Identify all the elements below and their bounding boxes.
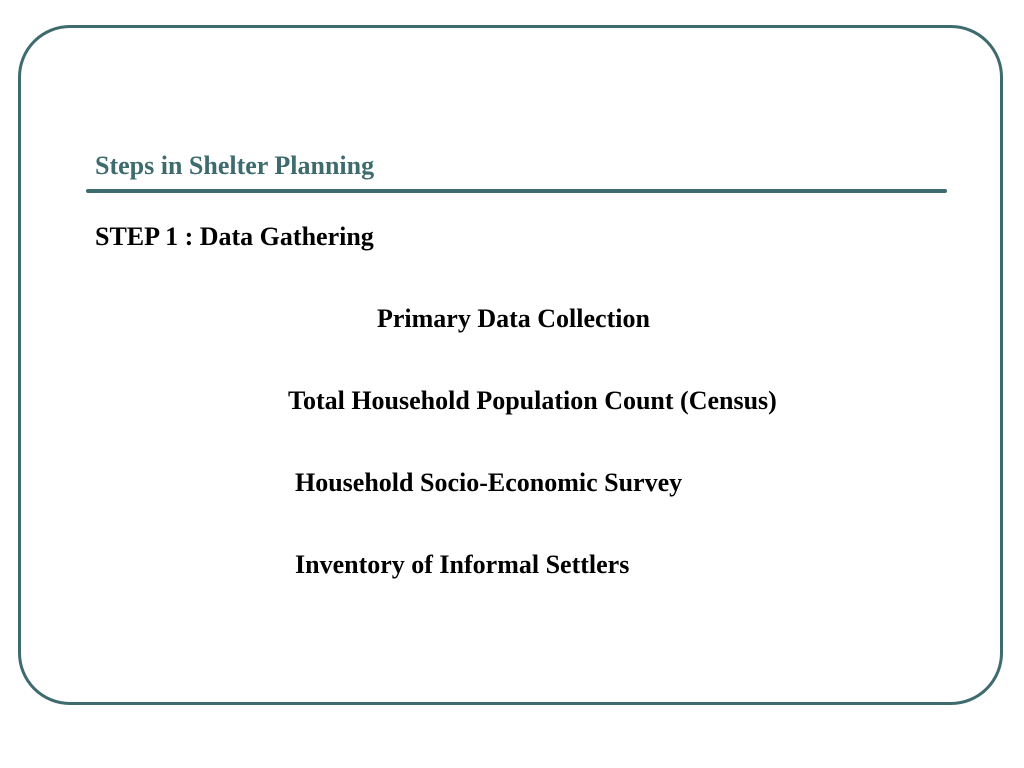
slide-frame xyxy=(18,25,1003,705)
list-item-primary-data-collection: Primary Data Collection xyxy=(377,304,650,333)
slide-title: Steps in Shelter Planning xyxy=(95,151,375,180)
step-heading: STEP 1 : Data Gathering xyxy=(95,222,374,251)
list-item-informal-settlers-inventory: Inventory of Informal Settlers xyxy=(295,550,630,579)
list-item-socio-economic-survey: Household Socio-Economic Survey xyxy=(295,468,683,497)
list-item-population-census: Total Household Population Count (Census) xyxy=(288,386,777,415)
title-divider xyxy=(86,189,947,193)
